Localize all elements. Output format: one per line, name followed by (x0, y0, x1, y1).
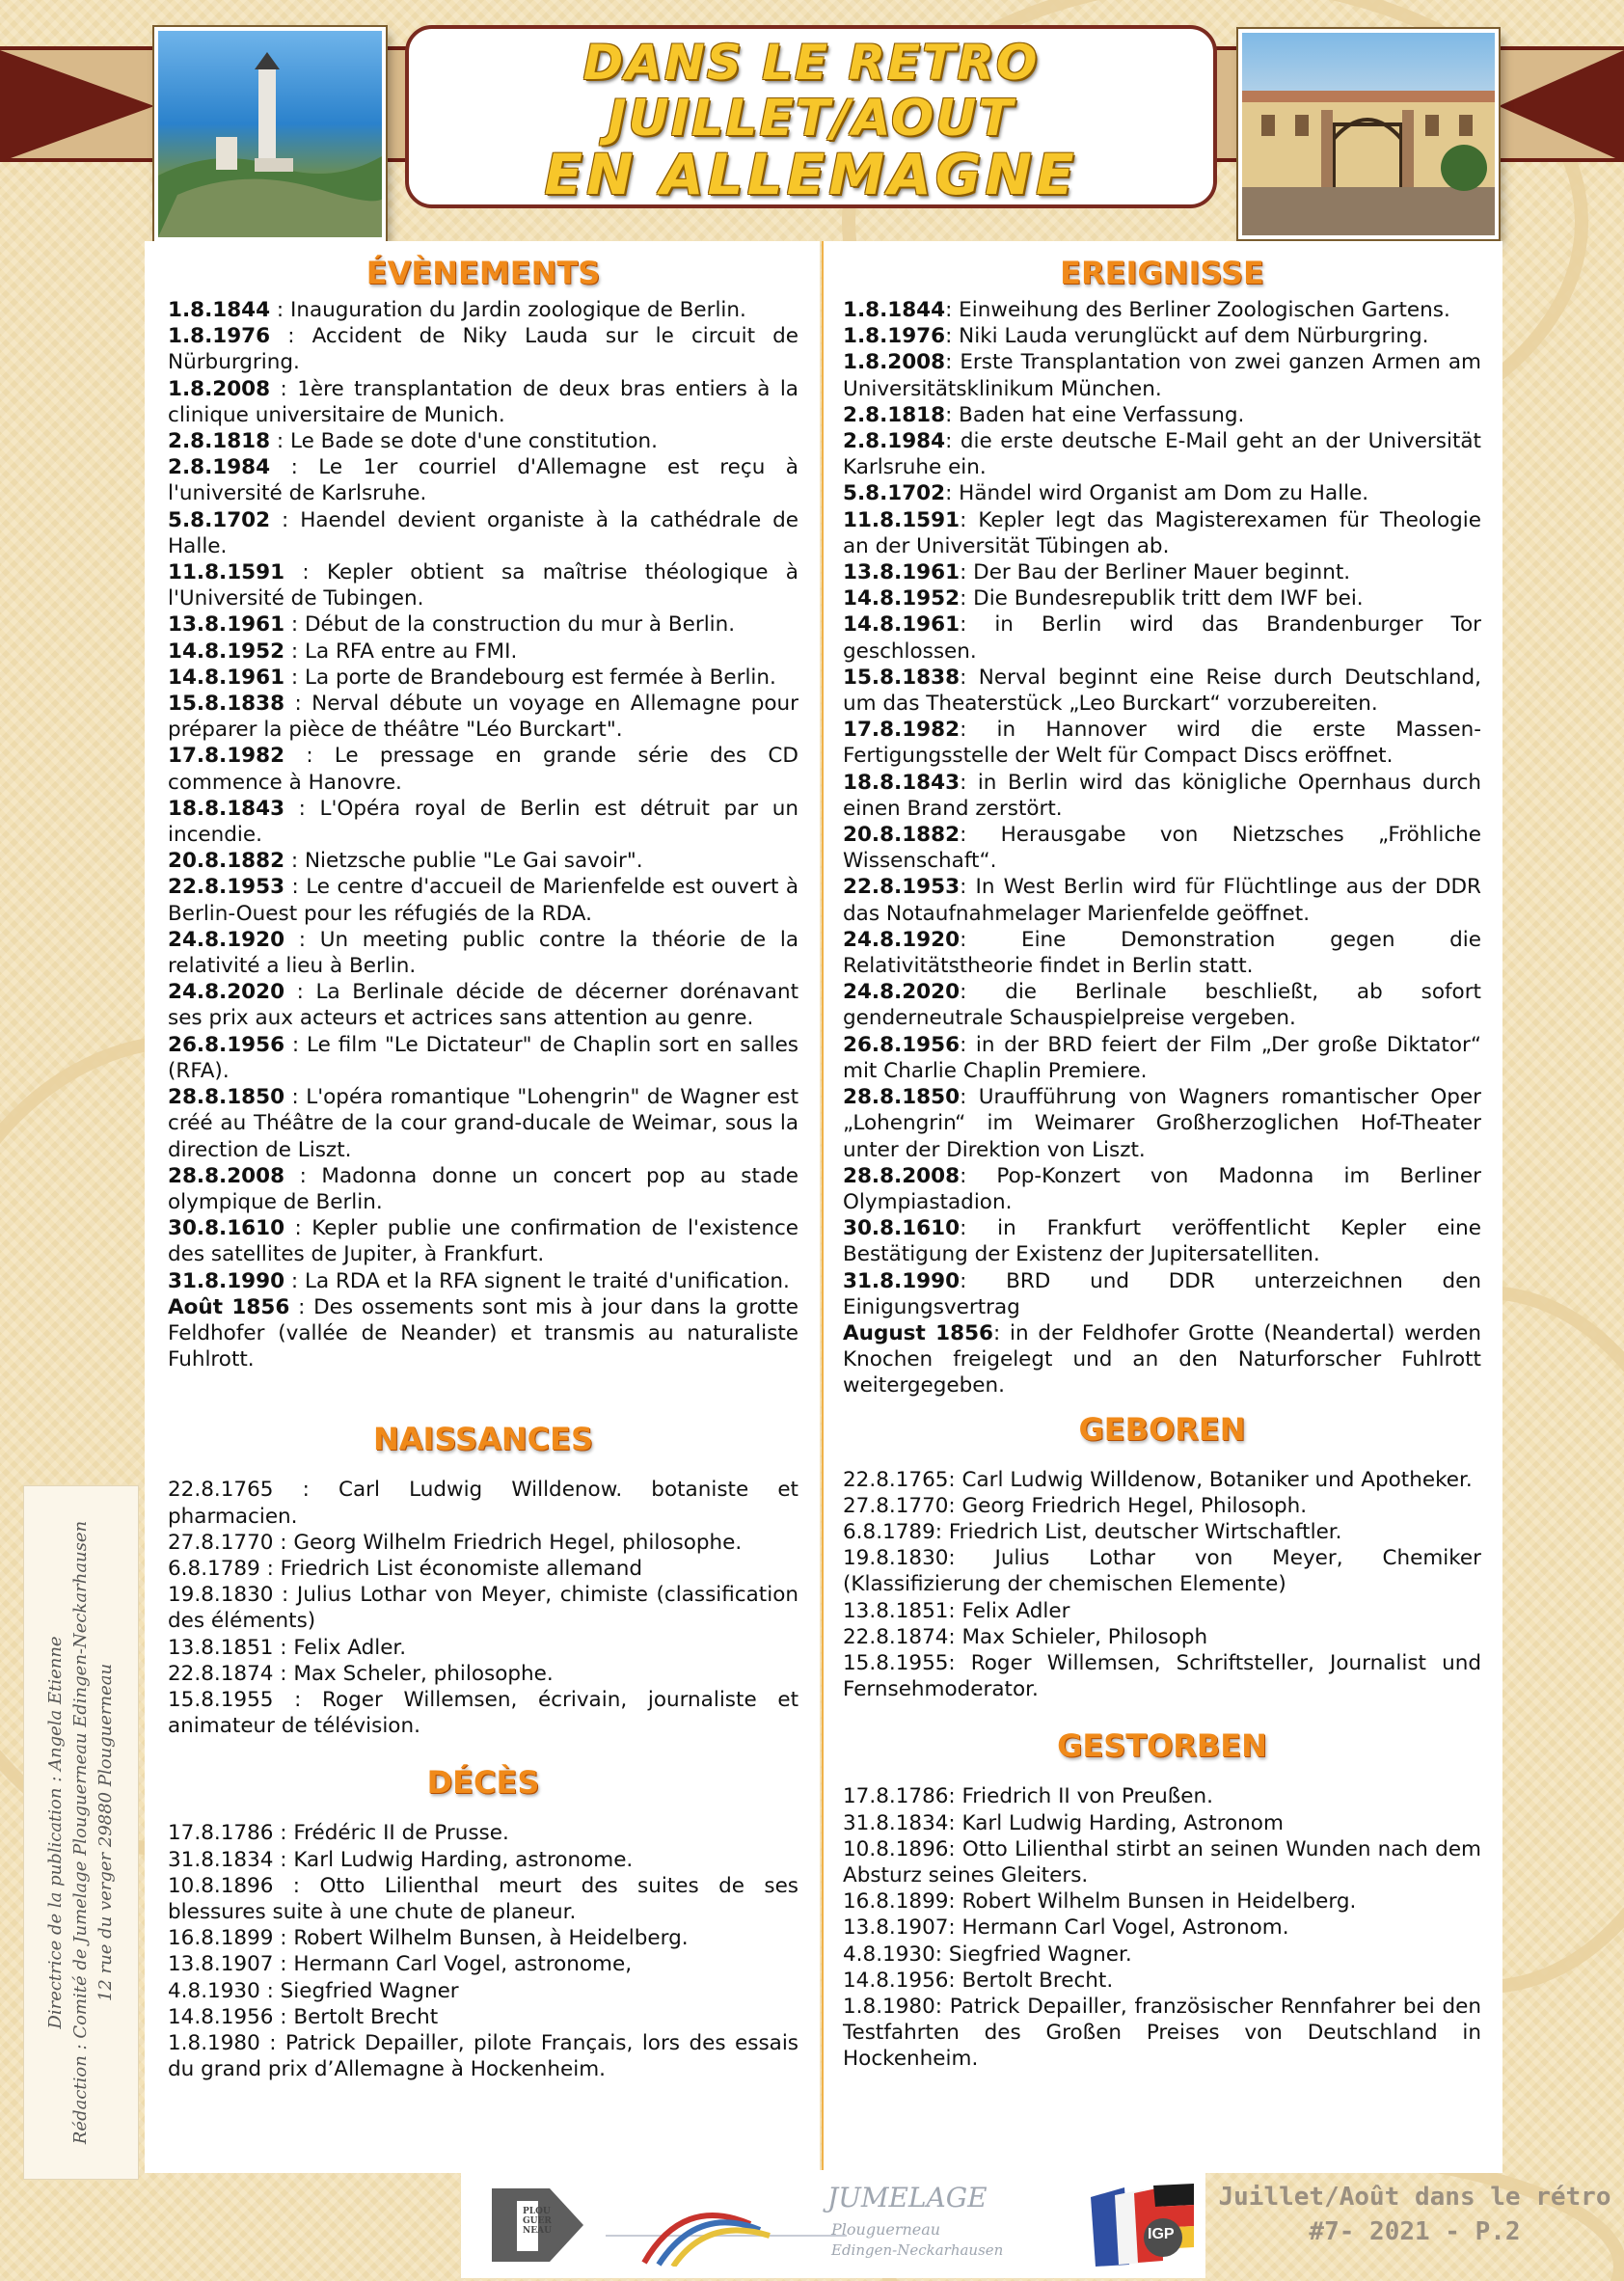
list-item (843, 1320, 1481, 1399)
list-item (168, 428, 798, 454)
list-item: 6.8.1789: Friedrich List, deutscher Wirtschaftler. (843, 1519, 1342, 1544)
list-item: 15.8.1955 : Roger Willemsen, écrivain, journaliste et animateur de télévision. (168, 1687, 798, 1739)
list-item (843, 665, 1481, 717)
event-date: 18.8.1843 (843, 770, 961, 795)
event-text: : Le Bade se dote d'une constitution. (270, 429, 659, 454)
event-date: 14.8.1952 (168, 638, 285, 664)
event-text: : Pop-Konzert von Madonna im Berliner Olympiastadion. (843, 1163, 1481, 1214)
event-date: 1.8.2008 (168, 376, 271, 401)
deces-list (168, 1820, 798, 2082)
list-item (168, 1032, 798, 1084)
event-text: : in Berlin wird das Brandenburger Tor geschlossen. (843, 612, 1481, 664)
event-date: 11.8.1591 (843, 507, 961, 532)
event-date: 28.8.1850 (168, 1085, 285, 1110)
event-date: 28.8.2008 (168, 1163, 285, 1188)
event-text: : In West Berlin wird für Flüchtlinge aus der DDR das Notaufnahmelager Marienfelde geöffnet. (843, 875, 1481, 926)
list-item: 15.8.1955: Roger Willemsen, Schriftsteller, Journalist und Fernsehmoderator. (843, 1650, 1481, 1702)
list-item (168, 848, 798, 874)
event-date: 28.8.2008 (843, 1163, 961, 1188)
list-item (168, 691, 798, 743)
list-item (168, 1268, 798, 1294)
event-date: 31.8.1990 (843, 1268, 961, 1293)
lighthouse-icon (158, 31, 382, 237)
list-item: 10.8.1896 : Otto Lilienthal meurt des suites de ses blessures suite à une chute de planeur. (168, 1873, 798, 1924)
list-item (843, 507, 1481, 559)
title-line-2: JUILLET/AOUT (608, 90, 1015, 148)
list-item: 4.8.1930 : Siegfried Wagner (168, 1978, 459, 2003)
list-item (843, 717, 1481, 769)
event-date: 2.8.1984 (168, 455, 271, 480)
event-date: 17.8.1982 (843, 718, 961, 743)
event-text: : die Berlinale beschließt, ab sofort genderneutrale Schauspielpreise vergeben. (843, 980, 1481, 1031)
event-text: : Inauguration du Jardin zoologique de Berlin. (270, 298, 746, 322)
event-date: 2.8.1984 (843, 429, 946, 454)
list-item (843, 480, 1481, 506)
list-item: 31.8.1834: Karl Ludwig Harding, Astronom (843, 1810, 1284, 1835)
jumelage-logo-title: JUMELAGE (827, 2182, 988, 2213)
list-item (168, 507, 798, 559)
list-item: 19.8.1830: Julius Lothar von Meyer, Chemiker (Klassifizierung der chemischen Elemente) (843, 1546, 1481, 1597)
event-text: : Kepler legt das Magisterexamen für Theologie an der Universität Tübingen ab. (843, 507, 1481, 558)
list-item: 22.8.1874: Max Schieler, Philosoph (843, 1624, 1208, 1649)
list-item (168, 979, 798, 1031)
geboren-list (843, 1467, 1481, 1703)
event-text: : La Berlinale décide de décerner dorénavant ses prix aux acteurs et actrices sans attention au genre. (168, 980, 798, 1031)
ereignisse-list (843, 297, 1481, 1399)
list-item: 13.8.1851 : Felix Adler. (168, 1635, 407, 1660)
event-text: : Nietzsche publie "Le Gai savoir". (284, 849, 643, 874)
event-text: : BRD und DDR unterzeichnen den Einigungsvertrag (843, 1268, 1481, 1319)
credit-line: 12 rue du verger 29880 Plouguerneau (95, 1663, 116, 2002)
list-item (843, 585, 1481, 611)
event-text: : Le 1er courriel d'Allemagne est reçu à l'université de Karlsruhe. (168, 455, 798, 506)
jumelage-logo-line1: Plouguerneau (831, 2220, 941, 2239)
event-date: 11.8.1591 (168, 560, 285, 585)
list-item (843, 979, 1481, 1031)
list-item (843, 1163, 1481, 1215)
list-item: 31.8.1834 : Karl Ludwig Harding, astronome. (168, 1847, 634, 1872)
event-text: : Einweihung des Berliner Zoologischen Gartens. (945, 298, 1450, 322)
event-date: 14.8.1952 (843, 586, 961, 611)
list-item: 1.8.1980 : Patrick Depailler, pilote Français, lors des essais du grand prix d’Allemagne à Hockenheim. (168, 2030, 798, 2082)
event-date: 13.8.1961 (168, 612, 285, 638)
french-column (145, 241, 820, 2173)
event-date: 20.8.1882 (168, 849, 285, 874)
event-text: : Début de la construction du mur à Berlin. (284, 612, 736, 638)
event-text: : in der Feldhofer Grotte (Neandertal) werden Knochen freigelegt und an den Naturforscher Fuhlrott weitergegeben. (843, 1320, 1481, 1398)
palace-photo (1238, 29, 1499, 239)
event-date: 26.8.1956 (843, 1032, 961, 1057)
footer-issue-title: Juillet/Août dans le rétro (1218, 2183, 1611, 2212)
event-date: 14.8.1961 (843, 612, 961, 638)
list-item (843, 611, 1481, 664)
section-title-deces: DÉCÈS (426, 1764, 540, 1802)
section-title-geboren: GEBOREN (1078, 1410, 1246, 1448)
event-text: : L'opéra romantique "Lohengrin" de Wagner est créé au Théâtre de la cour grand-ducale de Weimar, sous la direction de Liszt. (168, 1085, 798, 1162)
list-item: 16.8.1899 : Robert Wilhelm Bunsen, à Heidelberg. (168, 1926, 689, 1951)
section-title-evenements: ÉVÈNEMENTS (365, 255, 601, 291)
event-text: : Le film "Le Dictateur" de Chaplin sort en salles (RFA). (168, 1032, 798, 1083)
list-item (168, 743, 798, 795)
list-item (168, 927, 798, 979)
event-text: : Der Bau der Berliner Mauer beginnt. (960, 560, 1351, 585)
gestorben-list (843, 1783, 1481, 2072)
event-text: : die erste deutsche E-Mail geht an der Universität Karlsruhe ein. (843, 429, 1481, 480)
list-item: 14.8.1956 : Bertolt Brecht (168, 2004, 439, 2029)
event-text: : Madonna donne un concert pop au stade olympique de Berlin. (168, 1163, 798, 1214)
list-item: 16.8.1899: Robert Wilhelm Bunsen in Heidelberg. (843, 1889, 1357, 1914)
list-item: 17.8.1786: Friedrich II von Preußen. (843, 1784, 1213, 1809)
list-item (168, 323, 798, 375)
event-date: 1.8.1976 (168, 324, 271, 349)
event-date: 22.8.1953 (843, 875, 961, 900)
title-line-1: DANS LE RETRO (582, 35, 1040, 91)
list-item (843, 927, 1481, 979)
event-date: 22.8.1953 (168, 875, 285, 900)
event-text: : Erste Transplantation von zwei ganzen Armen am Universitätsklinikum München. (843, 350, 1481, 401)
event-text: : in Frankfurt veröffentlicht Kepler eine Bestätigung der Existenz der Jupitersatelliten. (843, 1216, 1481, 1267)
event-date: 1.8.1844 (168, 298, 271, 322)
list-item: 6.8.1789 : Friedrich List économiste allemand (168, 1556, 642, 1581)
list-item (168, 874, 798, 926)
event-date: 18.8.1843 (168, 796, 285, 821)
event-date: 26.8.1956 (168, 1032, 285, 1057)
list-item: 22.8.1874 : Max Scheler, philosophe. (168, 1661, 554, 1686)
event-date: 2.8.1818 (168, 429, 271, 454)
german-column (822, 241, 1502, 2173)
igp-logo-text: IGP (1148, 2226, 1175, 2242)
event-text: : L'Opéra royal de Berlin est détruit par un incendie. (168, 796, 798, 848)
list-item (168, 665, 798, 691)
publication-credits (23, 1485, 139, 2180)
list-item: 1.8.1980: Patrick Depailler, französischer Rennfahrer bei den Testfahrten des Großen Preises von Deutschland in Hockenheim. (843, 1994, 1481, 2072)
event-text: : in der BRD feiert der Film „Der große Diktator“ mit Charlie Chaplin Premiere. (843, 1032, 1481, 1083)
event-date: 31.8.1990 (168, 1268, 285, 1293)
event-date: 24.8.2020 (843, 980, 961, 1005)
list-item: 14.8.1956: Bertolt Brecht. (843, 1968, 1114, 1993)
list-item (168, 297, 798, 323)
list-item (168, 796, 798, 848)
naissances-list (168, 1477, 798, 1739)
event-date: 14.8.1961 (168, 665, 285, 690)
event-text: : La RFA entre au FMI. (284, 638, 518, 664)
list-item (843, 323, 1481, 349)
list-item (843, 822, 1481, 874)
event-date: Août 1856 (168, 1294, 290, 1319)
list-item (168, 454, 798, 506)
event-date: 17.8.1982 (168, 744, 285, 769)
event-text: : Eine Demonstration gegen die Relativitätstheorie findet in Berlin statt. (843, 927, 1481, 979)
event-text: : Die Bundesrepublik tritt dem IWF bei. (960, 586, 1364, 611)
event-text: : Des ossements sont mis à jour dans la grotte Feldhofer (vallée de Neander) et transmis au naturaliste Fuhlrott. (168, 1294, 798, 1372)
list-item: 4.8.1930: Siegfried Wagner. (843, 1942, 1132, 1967)
event-date: 15.8.1838 (168, 692, 285, 717)
list-item (843, 874, 1481, 926)
footer-logos (461, 2170, 1205, 2278)
event-text: : Kepler obtient sa maîtrise théologique à l'Université de Tubingen. (168, 560, 798, 611)
event-date: 24.8.1920 (168, 927, 285, 952)
list-item (168, 1084, 798, 1163)
list-item: 22.8.1765 : Carl Ludwig Willdenow. botaniste et pharmacien. (168, 1478, 798, 1529)
event-date: 20.8.1882 (843, 823, 961, 848)
list-item: 10.8.1896: Otto Lilienthal stirbt an seinen Wunden nach dem Absturz seines Gleiters. (843, 1836, 1481, 1887)
list-item (168, 638, 798, 665)
event-text: : La RDA et la RFA signent le traité d'unification. (284, 1268, 790, 1293)
event-date: 30.8.1610 (168, 1216, 285, 1241)
event-text: : Nerval beginnt eine Reise durch Deutschland, um das Theaterstück „Leo Burckart“ vorzubereiten. (843, 665, 1481, 717)
palace-icon (1242, 33, 1495, 235)
section-title-naissances: NAISSANCES (372, 1421, 594, 1458)
list-item (843, 428, 1481, 480)
jumelage-logo-line2: Edingen-Neckarhausen (831, 2241, 1004, 2259)
list-item (843, 1084, 1481, 1163)
list-item (843, 559, 1481, 585)
list-item: 17.8.1786 : Frédéric II de Prusse. (168, 1821, 509, 1846)
list-item (168, 376, 798, 428)
footer-page-number: #7- 2021 - P.2 (1309, 2217, 1521, 2246)
event-date: 13.8.1961 (843, 560, 961, 585)
list-item (843, 1032, 1481, 1084)
credit-line: Rédaction : Comité de Jumelage Plouguerneau Edingen-Neckarhausen (70, 1520, 91, 2145)
title-banner (405, 25, 1217, 208)
list-item (843, 1215, 1481, 1267)
event-text: : Accident de Niky Lauda sur le circuit de Nürburgring. (168, 324, 798, 375)
event-text: : in Berlin wird das königliche Opernhaus durch einen Brand zerstört. (843, 770, 1481, 821)
list-item (168, 1163, 798, 1215)
list-item: 22.8.1765: Carl Ludwig Willdenow, Botaniker und Apotheker. (843, 1467, 1473, 1492)
event-text: : Un meeting public contre la théorie de la relativité a lieu à Berlin. (168, 927, 798, 979)
event-text: : Haendel devient organiste à la cathédrale de Halle. (168, 507, 798, 558)
section-title-gestorben: GESTORBEN (1057, 1727, 1267, 1765)
list-item (168, 559, 798, 611)
event-text: : Uraufführung von Wagners romantischer Oper „Lohengrin“ im Weimarer Großherzoglichen Hof-Theater unter der Direktion von Liszt. (843, 1085, 1481, 1162)
list-item: 13.8.1907: Hermann Carl Vogel, Astronom. (843, 1915, 1289, 1941)
list-item (843, 297, 1481, 323)
list-item: 13.8.1851: Felix Adler (843, 1598, 1070, 1623)
event-text: : Nerval débute un voyage en Allemagne pour préparer la pièce de théâtre "Léo Burckart". (168, 692, 798, 743)
event-date: 24.8.1920 (843, 927, 961, 952)
event-text: : Le centre d'accueil de Marienfelde est ouvert à Berlin-Ouest pour les réfugiés de la RDA. (168, 875, 798, 926)
event-text: : Niki Lauda verunglückt auf dem Nürburgring. (945, 324, 1429, 349)
list-item: 27.8.1770 : Georg Wilhelm Friedrich Hegel, philosophe. (168, 1530, 743, 1555)
event-date: 1.8.1976 (843, 324, 946, 349)
event-date: 2.8.1818 (843, 402, 946, 427)
list-item (168, 611, 798, 638)
event-date: 30.8.1610 (843, 1216, 961, 1241)
event-date: August 1856 (843, 1320, 993, 1345)
title-line-3: EN ALLEMAGNE (544, 142, 1078, 207)
lighthouse-photo (154, 27, 386, 241)
evenements-list (168, 297, 798, 1372)
event-text: : in Hannover wird die erste Massen-Fertigungsstelle der Welt für Compact Discs eröffnet. (843, 718, 1481, 769)
event-date: 5.8.1702 (168, 507, 271, 532)
list-item (843, 770, 1481, 822)
event-text: : 1ère transplantation de deux bras entiers à la clinique universitaire de Munich. (168, 376, 798, 427)
event-text: : Herausgabe von Nietzsches „Fröhliche Wissenschaft“. (843, 823, 1481, 874)
plouguerneau-logo-text: PLOU GUER NEAU (523, 2207, 552, 2236)
event-text: : Händel wird Organist am Dom zu Halle. (945, 481, 1369, 506)
list-item: 13.8.1907 : Hermann Carl Vogel, astronome, (168, 1952, 633, 1977)
event-date: 15.8.1838 (843, 665, 961, 690)
list-item (843, 349, 1481, 401)
list-item: 19.8.1830 : Julius Lothar von Meyer, chimiste (classification des éléments) (168, 1583, 798, 1634)
event-date: 5.8.1702 (843, 481, 946, 506)
list-item (168, 1215, 798, 1267)
list-item (168, 1294, 798, 1373)
event-text: : Le pressage en grande série des CD commence à Hanovre. (168, 744, 798, 795)
credit-line: Directrice de la publication : Angela Etienne (45, 1636, 66, 2029)
page-footer-info (1217, 2180, 1612, 2267)
event-text: : Baden hat eine Verfassung. (945, 402, 1245, 427)
event-date: 24.8.2020 (168, 980, 285, 1005)
list-item: 27.8.1770: Georg Friedrich Hegel, Philosoph. (843, 1493, 1308, 1518)
event-date: 1.8.1844 (843, 298, 946, 322)
list-item (843, 402, 1481, 428)
event-date: 28.8.1850 (843, 1085, 961, 1110)
section-title-ereignisse: EREIGNISSE (1060, 255, 1264, 291)
event-text: : La porte de Brandebourg est fermée à Berlin. (284, 665, 776, 690)
list-item (843, 1268, 1481, 1320)
event-date: 1.8.2008 (843, 350, 946, 375)
event-text: : Kepler publie une confirmation de l'existence des satellites de Jupiter, à Frankfurt. (168, 1216, 798, 1267)
igp-flags-logo-icon (1086, 2178, 1200, 2270)
jumelage-logo-icon (606, 2186, 847, 2267)
